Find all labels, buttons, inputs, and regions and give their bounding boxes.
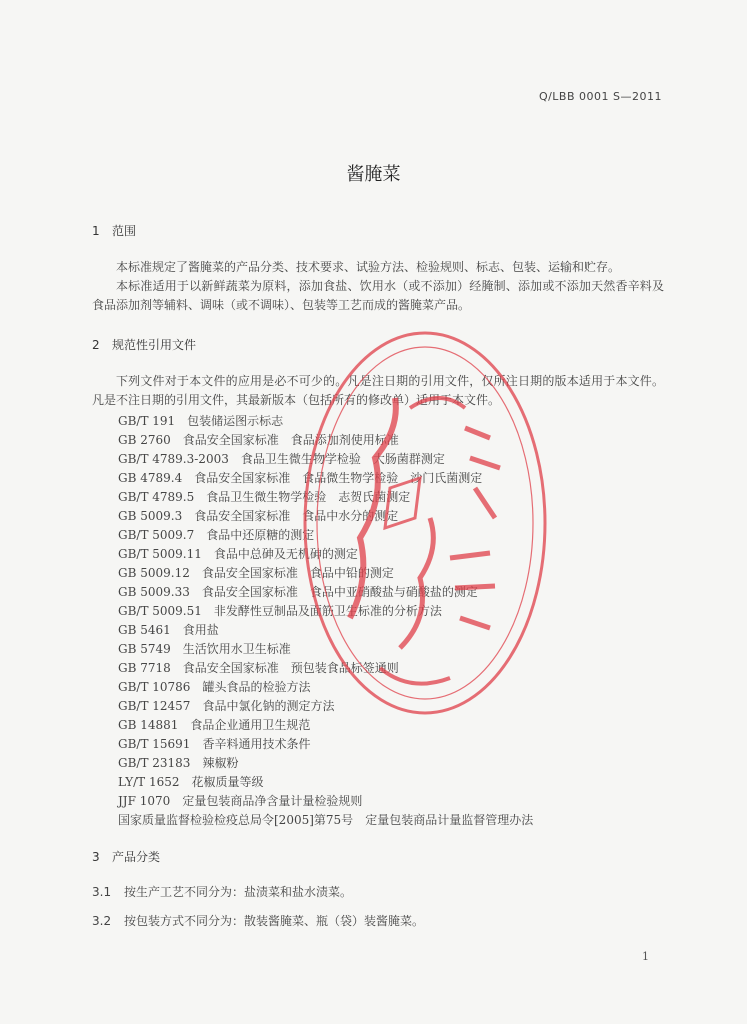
clause-number: 3.2 — [92, 914, 112, 928]
reference-code: LY/T 1652 — [118, 775, 180, 789]
reference-code: GB 2760 — [118, 433, 171, 447]
reference-list — [118, 412, 678, 830]
reference-code: GB 7718 — [118, 661, 171, 675]
section-title: 规范性引用文件 — [112, 338, 197, 352]
reference-title: 花椒质量等级 — [191, 775, 264, 789]
reference-code: GB/T 15691 — [118, 737, 191, 751]
reference-title: 食品企业通用卫生规范 — [190, 718, 311, 732]
reference-item — [118, 450, 678, 469]
section-heading-scope — [92, 222, 136, 239]
reference-item — [118, 678, 678, 697]
reference-item — [118, 545, 678, 564]
reference-title: 食品中还原糖的测定 — [206, 528, 315, 542]
reference-item — [118, 754, 678, 773]
reference-code: GB/T 10786 — [118, 680, 191, 694]
clause-number: 3.1 — [92, 885, 112, 899]
reference-code: GB 5749 — [118, 642, 171, 656]
reference-item — [118, 583, 678, 602]
reference-code: JJF 1070 — [118, 794, 171, 808]
paragraph: 下列文件对于本文件的应用是必不可少的。凡是注日期的引用文件，仅所注日期的版本适用于本文件。凡是不注日期的引用文件，其最新版本（包括所有的修改单）适用于本文件。 — [92, 374, 664, 407]
reference-item — [118, 659, 678, 678]
reference-item — [118, 412, 678, 431]
reference-title: 包装储运图示标志 — [187, 414, 284, 428]
reference-item — [118, 640, 678, 659]
reference-item — [118, 488, 678, 507]
page-number: 1 — [642, 950, 649, 963]
references-intro — [92, 372, 664, 410]
reference-item — [118, 526, 678, 545]
reference-code: GB 5009.33 — [118, 585, 190, 599]
reference-item — [118, 621, 678, 640]
reference-title: 非发酵性豆制品及面筋卫生标准的分析方法 — [213, 604, 442, 618]
reference-item — [118, 507, 678, 526]
section-heading-references — [92, 336, 196, 353]
reference-item — [118, 735, 678, 754]
reference-code: GB/T 191 — [118, 414, 176, 428]
reference-item — [118, 811, 678, 830]
reference-code: GB/T 4789.5 — [118, 490, 195, 504]
reference-title: 定量包装商品净含量计量检验规则 — [182, 794, 363, 808]
section-title: 范围 — [112, 224, 137, 238]
reference-title: 食品中总砷及无机砷的测定 — [213, 547, 358, 561]
reference-title: 辣椒粉 — [202, 756, 239, 770]
reference-code: GB 5009.12 — [118, 566, 190, 580]
reference-code: GB/T 5009.11 — [118, 547, 202, 561]
reference-title: 食用盐 — [182, 623, 219, 637]
reference-item — [118, 697, 678, 716]
reference-code: 国家质量监督检验检疫总局令[2005]第75号 — [118, 813, 354, 827]
scope-text — [92, 258, 664, 315]
reference-title: 食品安全国家标准 食品微生物学检验 沙门氏菌测定 — [194, 471, 483, 485]
reference-item — [118, 716, 678, 735]
reference-title: 食品安全国家标准 预包装食品标签通则 — [182, 661, 399, 675]
clause-3-2 — [92, 912, 672, 929]
section-title: 产品分类 — [112, 850, 161, 864]
reference-title: 生活饮用水卫生标准 — [182, 642, 291, 656]
standard-code: Q/LBB 0001 S—2011 — [538, 90, 662, 103]
reference-title: 食品卫生微生物学检验 志贺氏菌测定 — [206, 490, 411, 504]
reference-code: GB/T 4789.3-2003 — [118, 452, 229, 466]
reference-title: 食品安全国家标准 食品添加剂使用标准 — [182, 433, 399, 447]
reference-code: GB 14881 — [118, 718, 179, 732]
clause-3-1 — [92, 883, 672, 900]
page-title: 酱腌菜 — [346, 164, 401, 185]
reference-item — [118, 602, 678, 621]
reference-code: GB 5461 — [118, 623, 171, 637]
reference-title: 香辛料通用技术条件 — [202, 737, 311, 751]
reference-title: 定量包装商品计量监督管理办法 — [365, 813, 534, 827]
reference-title: 食品安全国家标准 食品中亚硝酸盐与硝酸盐的测定 — [201, 585, 478, 599]
reference-item — [118, 431, 678, 450]
reference-item — [118, 792, 678, 811]
section-heading-classification — [92, 848, 160, 865]
reference-code: GB/T 12457 — [118, 699, 191, 713]
clause-text: 按包装方式不同分为：散装酱腌菜、瓶（袋）装酱腌菜。 — [124, 914, 425, 928]
paragraph: 本标准适用于以新鲜蔬菜为原料，添加食盐、饮用水（或不添加）经腌制、添加或不添加天然香辛料及食品添加剂等辅料、调味（或不调味）、包装等工艺而成的酱腌菜产品。 — [92, 279, 664, 312]
paragraph: 本标准规定了酱腌菜的产品分类、技术要求、试验方法、检验规则、标志、包装、运输和贮存。 — [116, 260, 621, 274]
reference-item — [118, 773, 678, 792]
reference-title: 食品卫生微生物学检验 大肠菌群测定 — [240, 452, 445, 466]
section-number: 2 — [92, 338, 100, 352]
section-number: 3 — [92, 850, 100, 864]
reference-code: GB/T 5009.7 — [118, 528, 195, 542]
reference-title: 食品中氯化钠的测定方法 — [202, 699, 335, 713]
reference-item — [118, 564, 678, 583]
reference-code: GB 4789.4 — [118, 471, 183, 485]
reference-code: GB/T 23183 — [118, 756, 191, 770]
reference-item — [118, 469, 678, 488]
reference-title: 食品安全国家标准 食品中铅的测定 — [201, 566, 394, 580]
reference-title: 罐头食品的检验方法 — [202, 680, 311, 694]
clause-text: 按生产工艺不同分为：盐渍菜和盐水渍菜。 — [124, 885, 353, 899]
reference-title: 食品安全国家标准 食品中水分的测定 — [194, 509, 399, 523]
reference-code: GB 5009.3 — [118, 509, 183, 523]
reference-code: GB/T 5009.51 — [118, 604, 202, 618]
section-number: 1 — [92, 224, 100, 238]
